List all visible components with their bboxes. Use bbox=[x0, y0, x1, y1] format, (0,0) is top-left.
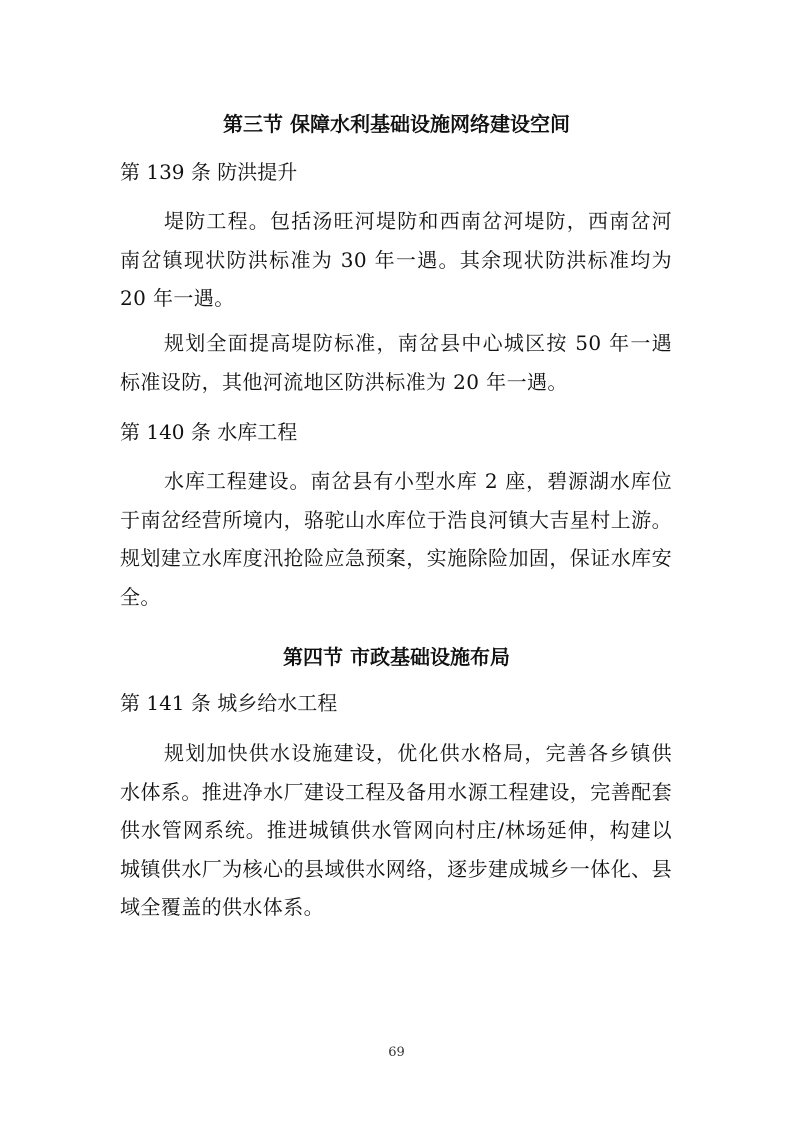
article-140-paragraph-1: 水库工程建设。南岔县有小型水库 2 座，碧源湖水库位于南岔经营所境内，骆驼山水库位于浩良河镇大吉星村上游。规划建立水库度汛抢险应急预案，实施除险加固，保证水库安全。 bbox=[120, 469, 672, 609]
section-heading-4: 第四节 市政基础设施布局 bbox=[283, 645, 510, 669]
article-140-title: 第 140 条 水库工程 bbox=[120, 420, 298, 444]
article-139-title: 第 139 条 防洪提升 bbox=[120, 160, 298, 184]
page-number: 69 bbox=[388, 1045, 405, 1060]
article-139-paragraph-1: 堤防工程。包括汤旺河堤防和西南岔河堤防，西南岔河南岔镇现状防洪标准为 30 年一遇。其余现状防洪标准均为 20 年一遇。 bbox=[120, 209, 672, 310]
article-139-paragraph-2: 规划全面提高堤防标准，南岔县中心城区按 50 年一遇标准设防，其他河流地区防洪标准为 20 年一遇。 bbox=[120, 331, 672, 394]
article-141-paragraph-1: 规划加快供水设施建设，优化供水格局，完善各乡镇供水体系。推进净水厂建设工程及备用水源工程建设，完善配套供水管网系统。推进城镇供水管网向村庄/林场延伸，构建以城镇供水厂为核心的县域供水网络，逐步建成城乡一体化、县域全覆盖的供水体系。 bbox=[120, 741, 672, 919]
article-141-title: 第 141 条 城乡给水工程 bbox=[120, 691, 338, 715]
section-heading-3: 第三节 保障水利基础设施网络建设空间 bbox=[223, 112, 570, 136]
